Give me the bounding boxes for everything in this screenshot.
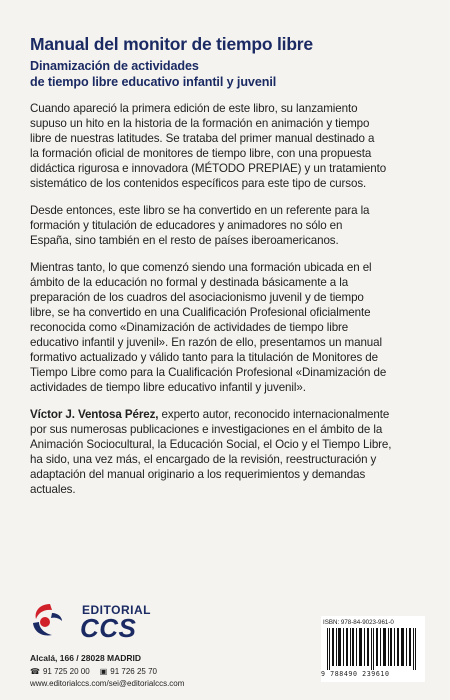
back-cover-text [30,101,428,497]
publisher-website: www.editorialccs.com [30,678,107,688]
phone-row [30,665,184,677]
paragraph-2: Desde entonces, este libro se ha convertido en un referente para la formación y titulación de educadores y animadores no sólo en España, sino también en el resto de países iberoamericanos. [30,204,370,247]
paragraph-1: Cuando apareció la primera edición de este libro, su lanzamiento supuso un hito en la historia de la formación en animación y tiempo libre de nuestras latitudes. Se trataba del primer manual destinado a la formación oficial de monitores de tiempo libre, con una propuesta didáctica rigurosa e innovadora (MÉTODO PREPIAE) y un tratamiento sistemático de los contenidos específicos para este tipo de cursos. [30,102,387,190]
publisher-email: sei@editorialccs.com [108,678,185,688]
logo-ccs-text: CCS [80,613,137,643]
author-paragraph [30,407,428,497]
book-title: Manual del monitor de tiempo libre [30,34,313,54]
publisher-address: Alcalá, 166 / 28028 MADRID [30,653,142,663]
publisher-contact [30,652,184,689]
isbn-text: ISBN: 978-84-9023-961-0 [323,619,394,626]
book-subtitle: Dinamización de actividades de tiempo libre educativo infantil y juvenil [30,59,277,89]
barcode-icon [323,628,423,670]
author-bio: experto autor, reconocido internacionalmente por sus numerosas publicaciones e investigaciones en el ámbito de la Animación Sociocultural, la Educación Social, el Ocio y el Tiempo Libre, ha sido, una vez más, el encargado de la revisión, reestructuración y adaptación del manual originario a los requerimientos y demandas actuales. [30,408,392,496]
author-name: Víctor J. Ventosa Pérez, [30,408,159,421]
publisher-phone: 91 725 20 00 [42,666,90,676]
barcode-digits: 9 788490 239610 [321,670,390,678]
web-row: www.editorialccs.com / sei@editorialccs.com [30,678,185,688]
barcode-panel [321,616,425,682]
logo-editorial-text: EDITORIAL [82,603,151,617]
paragraph-3: Mientras tanto, lo que comenzó siendo una formación ubicada en el ámbito de la educación no formal y destinada básicamente a la preparación de los cuadros del asociacionismo juvenil y de tiempo libre, se ha convertido en una Cualificación Profesional oficialmente reconocida como «Dinamización de actividades de tiempo libre educativo infantil y juvenil». En razón de ello, presentamos un manual formativo actualizado y válido tanto para la titulación de Monitores de Tiempo Libre como para la Cualificación Profesional «Dinamización de actividades de tiempo libre educativo infantil y juvenil». [30,261,387,394]
fax-icon: ▣ [99,666,108,676]
publisher-fax: 91 726 25 70 [110,666,157,676]
ccs-logo-mark-icon [30,601,66,639]
publisher-logo [30,601,160,641]
phone-icon: ☎ [30,666,40,676]
